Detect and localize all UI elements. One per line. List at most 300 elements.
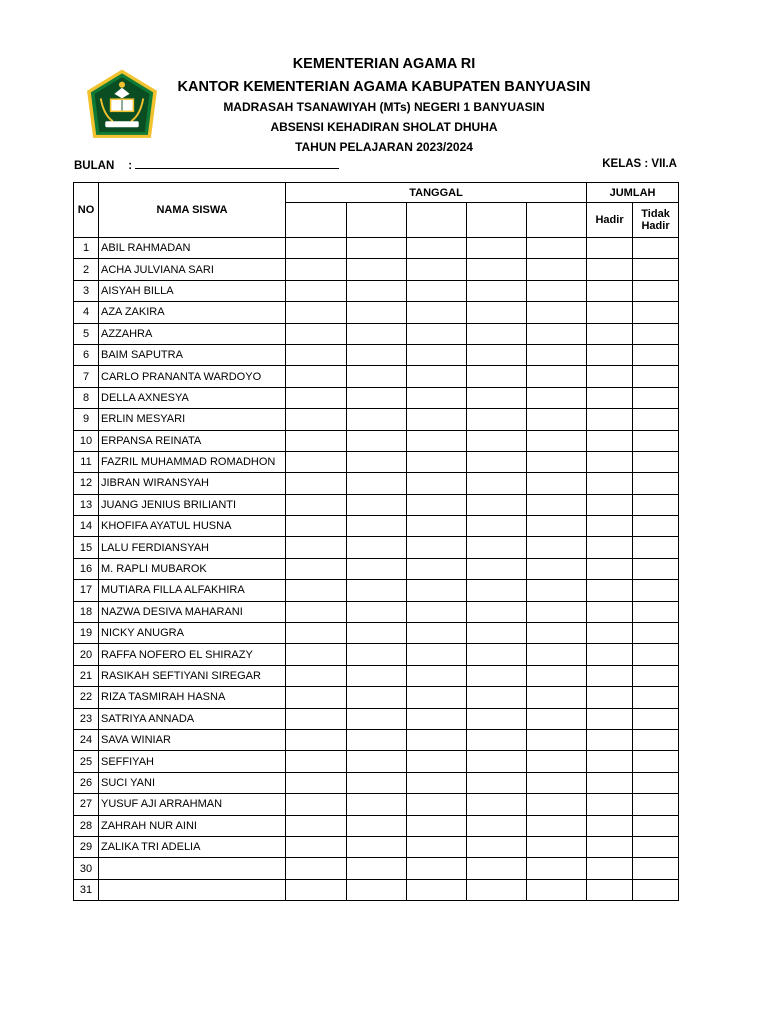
attendance-date-cell[interactable] [286,280,347,301]
attendance-date-cell[interactable] [467,836,527,857]
tidak-hadir-count-cell[interactable] [633,729,679,750]
tidak-hadir-count-cell[interactable] [633,580,679,601]
student-name: JIBRAN WIRANSYAH [99,473,286,494]
attendance-date-cell[interactable] [347,366,407,387]
attendance-date-cell[interactable] [527,729,587,750]
attendance-date-cell[interactable] [527,580,587,601]
tidak-hadir-count-cell[interactable] [633,473,679,494]
student-name: DELLA AXNESYA [99,387,286,408]
attendance-date-cell[interactable] [286,644,347,665]
row-number: 3 [74,280,99,301]
table-row [74,323,679,344]
attendance-date-cell[interactable] [347,430,407,451]
attendance-date-cell[interactable] [347,665,407,686]
attendance-date-cell[interactable] [407,238,467,259]
attendance-date-cell[interactable] [467,794,527,815]
school-name: MADRASAH TSANAWIYAH (MTs) NEGERI 1 BANYUASIN [223,100,545,114]
student-name: SAVA WINIAR [99,729,286,750]
attendance-date-cell[interactable] [467,729,527,750]
attendance-date-cell[interactable] [467,687,527,708]
attendance-date-cell[interactable] [347,815,407,836]
row-number: 5 [74,323,99,344]
attendance-date-cell[interactable] [286,238,347,259]
attendance-date-cell[interactable] [407,323,467,344]
student-name [99,858,286,879]
tidak-hadir-count-cell[interactable] [633,280,679,301]
row-number: 29 [74,836,99,857]
row-number: 11 [74,451,99,472]
hadir-count-cell[interactable] [587,494,633,515]
hadir-count-cell[interactable] [587,344,633,365]
student-name [99,879,286,900]
hadir-count-cell[interactable] [587,323,633,344]
student-name: ZAHRAH NUR AINI [99,815,286,836]
table-row [74,451,679,472]
attendance-date-cell[interactable] [527,772,587,793]
attendance-date-cell[interactable] [467,580,527,601]
attendance-date-cell[interactable] [286,387,347,408]
attendance-date-cell[interactable] [467,558,527,579]
attendance-date-cell[interactable] [286,473,347,494]
attendance-date-cell[interactable] [407,280,467,301]
hadir-count-cell[interactable] [587,858,633,879]
tidak-hadir-count-cell[interactable] [633,879,679,900]
date-cell-header [286,203,347,238]
attendance-date-cell[interactable] [527,708,587,729]
tidak-hadir-count-cell[interactable] [633,387,679,408]
attendance-date-cell[interactable] [407,729,467,750]
row-number: 9 [74,409,99,430]
attendance-date-cell[interactable] [527,665,587,686]
hadir-count-cell[interactable] [587,601,633,622]
attendance-date-cell[interactable] [527,858,587,879]
attendance-date-cell[interactable] [286,302,347,323]
hadir-count-cell[interactable] [587,836,633,857]
attendance-date-cell[interactable] [347,836,407,857]
row-number: 24 [74,729,99,750]
tidak-hadir-count-cell[interactable] [633,623,679,644]
attendance-date-cell[interactable] [527,601,587,622]
attendance-date-cell[interactable] [467,815,527,836]
row-number: 10 [74,430,99,451]
attendance-date-cell[interactable] [527,409,587,430]
hadir-count-cell[interactable] [587,537,633,558]
attendance-date-cell[interactable] [286,729,347,750]
hadir-count-cell[interactable] [587,794,633,815]
attendance-date-cell[interactable] [407,451,467,472]
attendance-date-cell[interactable] [467,623,527,644]
table-row [74,815,679,836]
table-row [74,280,679,301]
tidak-hadir-count-cell[interactable] [633,430,679,451]
attendance-date-cell[interactable] [347,644,407,665]
hadir-count-cell[interactable] [587,451,633,472]
table-row [74,430,679,451]
attendance-date-cell[interactable] [347,409,407,430]
hadir-count-cell[interactable] [587,280,633,301]
attendance-date-cell[interactable] [527,280,587,301]
student-name: M. RAPLI MUBAROK [99,558,286,579]
attendance-date-cell[interactable] [286,537,347,558]
hadir-count-cell[interactable] [587,665,633,686]
attendance-date-cell[interactable] [467,344,527,365]
attendance-date-cell[interactable] [407,858,467,879]
attendance-date-cell[interactable] [467,280,527,301]
table-row [74,836,679,857]
attendance-date-cell[interactable] [347,623,407,644]
attendance-date-cell[interactable] [527,430,587,451]
month-blank-line [135,158,339,169]
attendance-date-cell[interactable] [407,558,467,579]
attendance-date-cell[interactable] [407,708,467,729]
attendance-date-cell[interactable] [347,238,407,259]
attendance-date-cell[interactable] [407,494,467,515]
hadir-count-cell[interactable] [587,644,633,665]
attendance-date-cell[interactable] [527,751,587,772]
attendance-date-cell[interactable] [347,494,407,515]
hadir-count-cell[interactable] [587,409,633,430]
row-number: 31 [74,879,99,900]
table-row [74,601,679,622]
attendance-date-cell[interactable] [527,516,587,537]
attendance-date-cell[interactable] [286,409,347,430]
student-name: NICKY ANUGRA [99,623,286,644]
attendance-date-cell[interactable] [407,409,467,430]
attendance-date-cell[interactable] [467,708,527,729]
attendance-date-cell[interactable] [467,665,527,686]
hadir-count-cell[interactable] [587,751,633,772]
month-field [74,158,339,172]
student-name: BAIM SAPUTRA [99,344,286,365]
hadir-count-cell[interactable] [587,772,633,793]
table-row [74,238,679,259]
hadir-count-cell[interactable] [587,238,633,259]
row-number: 27 [74,794,99,815]
row-number: 6 [74,344,99,365]
attendance-date-cell[interactable] [347,601,407,622]
attendance-date-cell[interactable] [347,879,407,900]
tidak-hadir-count-cell[interactable] [633,366,679,387]
attendance-date-cell[interactable] [347,302,407,323]
attendance-date-cell[interactable] [347,687,407,708]
tidak-hadir-count-cell[interactable] [633,687,679,708]
attendance-date-cell[interactable] [286,366,347,387]
tidak-hadir-count-cell[interactable] [633,708,679,729]
date-cell-header [527,203,587,238]
attendance-date-cell[interactable] [347,708,407,729]
tidak-hadir-count-cell[interactable] [633,751,679,772]
hadir-count-cell[interactable] [587,558,633,579]
student-name: ERLIN MESYARI [99,409,286,430]
month-colon: : [128,160,133,172]
hadir-count-cell[interactable] [587,729,633,750]
student-name: ZALIKA TRI ADELIA [99,836,286,857]
table-row [74,665,679,686]
attendance-date-cell[interactable] [347,751,407,772]
class-label: KELAS : VII.A [602,158,677,170]
attendance-date-cell[interactable] [527,836,587,857]
attendance-date-cell[interactable] [347,473,407,494]
row-number: 15 [74,537,99,558]
attendance-date-cell[interactable] [407,344,467,365]
row-number: 12 [74,473,99,494]
attendance-date-cell[interactable] [407,302,467,323]
attendance-date-cell[interactable] [527,259,587,280]
attendance-date-cell[interactable] [527,366,587,387]
attendance-date-cell[interactable] [467,751,527,772]
attendance-date-cell[interactable] [286,665,347,686]
office-title: KANTOR KEMENTERIAN AGAMA KABUPATEN BANYUASIN [177,79,591,95]
hadir-count-cell[interactable] [587,708,633,729]
row-number: 13 [74,494,99,515]
attendance-date-cell[interactable] [407,772,467,793]
student-name: ACHA JULVIANA SARI [99,259,286,280]
attendance-date-cell[interactable] [407,794,467,815]
student-name: FAZRIL MUHAMMAD ROMADHON [99,451,286,472]
attendance-date-cell[interactable] [347,858,407,879]
attendance-date-cell[interactable] [347,729,407,750]
tidak-hadir-count-cell[interactable] [633,794,679,815]
attendance-date-cell[interactable] [467,494,527,515]
attendance-date-cell[interactable] [527,387,587,408]
attendance-date-cell[interactable] [286,430,347,451]
attendance-date-cell[interactable] [286,708,347,729]
table-row [74,366,679,387]
attendance-date-cell[interactable] [347,280,407,301]
attendance-date-cell[interactable] [527,238,587,259]
attendance-date-cell[interactable] [527,344,587,365]
attendance-date-cell[interactable] [467,323,527,344]
student-name: RASIKAH SEFTIYANI SIREGAR [99,665,286,686]
attendance-date-cell[interactable] [407,516,467,537]
attendance-date-cell[interactable] [407,665,467,686]
hadir-count-cell[interactable] [587,687,633,708]
attendance-date-cell[interactable] [286,259,347,280]
hadir-count-cell[interactable] [587,623,633,644]
table-row [74,537,679,558]
attendance-date-cell[interactable] [527,815,587,836]
attendance-date-cell[interactable] [467,473,527,494]
attendance-date-cell[interactable] [407,623,467,644]
student-name: SEFFIYAH [99,751,286,772]
row-number: 23 [74,708,99,729]
attendance-date-cell[interactable] [347,323,407,344]
row-number: 17 [74,580,99,601]
attendance-date-cell[interactable] [467,259,527,280]
attendance-date-cell[interactable] [527,794,587,815]
attendance-date-cell[interactable] [407,430,467,451]
row-number: 4 [74,302,99,323]
attendance-date-cell[interactable] [347,537,407,558]
row-number: 7 [74,366,99,387]
attendance-date-cell[interactable] [467,430,527,451]
attendance-date-cell[interactable] [407,751,467,772]
hadir-count-cell[interactable] [587,302,633,323]
attendance-date-cell[interactable] [467,858,527,879]
tidak-hadir-count-cell[interactable] [633,558,679,579]
tidak-hadir-count-cell[interactable] [633,815,679,836]
attendance-date-cell[interactable] [467,366,527,387]
hadir-count-cell[interactable] [587,259,633,280]
attendance-date-cell[interactable] [527,644,587,665]
attendance-date-cell[interactable] [467,879,527,900]
attendance-date-cell[interactable] [286,516,347,537]
attendance-date-cell[interactable] [407,473,467,494]
student-name: LALU FERDIANSYAH [99,537,286,558]
student-name: JUANG JENIUS BRILIANTI [99,494,286,515]
attendance-date-cell[interactable] [467,302,527,323]
tidak-hadir-count-cell[interactable] [633,409,679,430]
attendance-date-cell[interactable] [286,494,347,515]
row-number: 22 [74,687,99,708]
column-header-no: NO [74,183,99,238]
column-header-hadir: Hadir [587,203,633,238]
table-row [74,387,679,408]
tidak-hadir-count-cell[interactable] [633,451,679,472]
attendance-date-cell[interactable] [286,751,347,772]
attendance-date-cell[interactable] [467,516,527,537]
attendance-date-cell[interactable] [407,644,467,665]
attendance-date-cell[interactable] [527,623,587,644]
table-row [74,687,679,708]
attendance-date-cell[interactable] [527,323,587,344]
tidak-hadir-count-cell[interactable] [633,665,679,686]
attendance-date-cell[interactable] [286,772,347,793]
table-row [74,772,679,793]
attendance-date-cell[interactable] [347,344,407,365]
month-label: BULAN [74,160,115,172]
attendance-date-cell[interactable] [286,623,347,644]
attendance-date-cell[interactable] [286,687,347,708]
hadir-count-cell[interactable] [587,430,633,451]
attendance-date-cell[interactable] [467,601,527,622]
hadir-count-cell[interactable] [587,366,633,387]
tidak-hadir-count-cell[interactable] [633,644,679,665]
attendance-date-cell[interactable] [407,836,467,857]
tidak-hadir-count-cell[interactable] [633,836,679,857]
attendance-date-cell[interactable] [467,409,527,430]
attendance-date-cell[interactable] [527,537,587,558]
attendance-date-cell[interactable] [407,366,467,387]
attendance-date-cell[interactable] [347,558,407,579]
tidak-hadir-count-cell[interactable] [633,302,679,323]
attendance-date-cell[interactable] [286,580,347,601]
table-row [74,879,679,900]
attendance-date-cell[interactable] [286,879,347,900]
table-row [74,558,679,579]
tidak-hadir-count-cell[interactable] [633,494,679,515]
attendance-date-cell[interactable] [527,302,587,323]
tidak-hadir-count-cell[interactable] [633,858,679,879]
attendance-date-cell[interactable] [347,580,407,601]
attendance-date-cell[interactable] [467,238,527,259]
attendance-date-cell[interactable] [347,516,407,537]
attendance-date-cell[interactable] [467,387,527,408]
document-title: ABSENSI KEHADIRAN SHOLAT DHUHA [270,120,498,134]
attendance-date-cell[interactable] [467,451,527,472]
attendance-date-cell[interactable] [407,580,467,601]
tidak-hadir-count-cell[interactable] [633,344,679,365]
tidak-hadir-count-cell[interactable] [633,516,679,537]
student-name: NAZWA DESIVA MAHARANI [99,601,286,622]
academic-year: TAHUN PELAJARAN 2023/2024 [295,140,473,154]
tidak-hadir-count-cell[interactable] [633,772,679,793]
hadir-count-cell[interactable] [587,387,633,408]
tidak-hadir-count-cell[interactable] [633,259,679,280]
attendance-date-cell[interactable] [527,494,587,515]
attendance-date-cell[interactable] [286,451,347,472]
tidak-hadir-count-cell[interactable] [633,323,679,344]
attendance-date-cell[interactable] [407,259,467,280]
attendance-date-cell[interactable] [347,794,407,815]
table-row [74,580,679,601]
attendance-date-cell[interactable] [286,558,347,579]
attendance-date-cell[interactable] [527,558,587,579]
attendance-date-cell[interactable] [527,473,587,494]
table-row [74,344,679,365]
row-number: 25 [74,751,99,772]
attendance-date-cell[interactable] [286,323,347,344]
attendance-date-cell[interactable] [467,772,527,793]
table-row [74,644,679,665]
attendance-date-cell[interactable] [286,601,347,622]
attendance-date-cell[interactable] [347,772,407,793]
row-number: 2 [74,259,99,280]
hadir-count-cell[interactable] [587,815,633,836]
attendance-date-cell[interactable] [286,794,347,815]
hadir-count-cell[interactable] [587,473,633,494]
table-row [74,708,679,729]
attendance-date-cell[interactable] [527,687,587,708]
attendance-date-cell[interactable] [527,451,587,472]
hadir-count-cell[interactable] [587,580,633,601]
attendance-date-cell[interactable] [286,836,347,857]
attendance-date-cell[interactable] [527,879,587,900]
attendance-date-cell[interactable] [467,537,527,558]
table-row [74,494,679,515]
tidak-hadir-count-cell[interactable] [633,601,679,622]
row-number: 18 [74,601,99,622]
attendance-date-cell[interactable] [286,858,347,879]
attendance-date-cell[interactable] [407,537,467,558]
table-row [74,409,679,430]
hadir-count-cell[interactable] [587,516,633,537]
attendance-date-cell[interactable] [407,387,467,408]
attendance-date-cell[interactable] [286,344,347,365]
attendance-date-cell[interactable] [347,259,407,280]
attendance-date-cell[interactable] [407,601,467,622]
row-number: 8 [74,387,99,408]
attendance-date-cell[interactable] [407,815,467,836]
attendance-date-cell[interactable] [407,687,467,708]
attendance-date-cell[interactable] [467,644,527,665]
hadir-count-cell[interactable] [587,879,633,900]
tidak-hadir-count-cell[interactable] [633,537,679,558]
date-cell-header [407,203,467,238]
attendance-date-cell[interactable] [347,387,407,408]
attendance-table [73,182,679,901]
student-name: RIZA TASMIRAH HASNA [99,687,286,708]
table-row [74,516,679,537]
attendance-date-cell[interactable] [407,879,467,900]
attendance-date-cell[interactable] [347,451,407,472]
student-name: CARLO PRANANTA WARDOYO [99,366,286,387]
ministry-title: KEMENTERIAN AGAMA RI [292,56,476,72]
table-row [74,623,679,644]
attendance-date-cell[interactable] [286,815,347,836]
row-number: 16 [74,558,99,579]
tidak-hadir-count-cell[interactable] [633,238,679,259]
